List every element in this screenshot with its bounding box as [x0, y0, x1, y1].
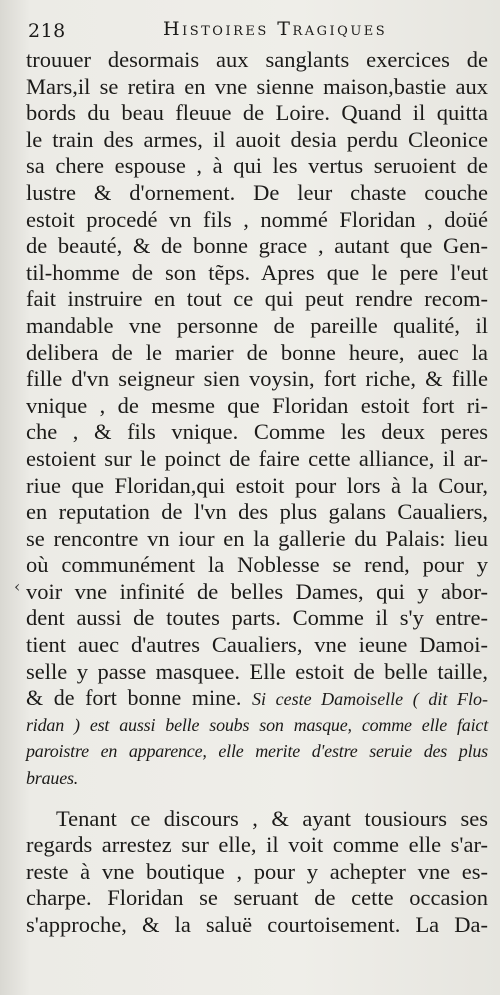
text-line: fille d'vn seigneur sien voysin, fort riche, & fille	[26, 366, 488, 392]
text-line: charpe. Floridan se seruant de cette occasion	[26, 885, 488, 911]
text-line: riue que Floridan,qui estoit pour lors à la Cour,	[26, 472, 488, 498]
text-line: Mars,il se retira en vne sienne maison,bastie aux	[26, 73, 488, 99]
running-title: Histoires Tragiques	[163, 18, 388, 40]
text-line: en reputation de l'vn des plus galans Caualiers,	[26, 499, 488, 525]
italic-quote-line: braues.	[26, 768, 79, 789]
text-line: estoient sur le poinct de faire cette alliance, il ar-	[26, 445, 488, 471]
text-line: fait instruire en tout ce qui peut rendre recom-	[26, 286, 488, 312]
text-line: selle y passe masquee. Elle estoit de belle taille,	[26, 658, 488, 684]
italic-quote-line: paroistre en apparence, elle merite d'estre seruie des plus	[26, 741, 488, 762]
body-text	[26, 47, 488, 939]
text-line: s'approche, & la saluë courtoisement. La Da-	[26, 912, 488, 937]
text-line: che , & fils vnique. Comme les deux peres	[26, 419, 488, 445]
text-line: reste à vne boutique , pour y achepter vne es-	[26, 858, 488, 884]
text-line: où communément la Noblesse se rend, pour y	[26, 552, 488, 578]
text-line: estoit procedé vn fils , nommé Floridan , doüé	[26, 206, 488, 232]
text-line: dent aussi de toutes parts. Comme il s'y entre-	[26, 605, 488, 631]
paragraph-1	[26, 47, 488, 792]
text-line: voir vne infinité de belles Dames, qui y abor-	[26, 578, 488, 604]
text-line: trouuer desormais aux sanglants exercices de	[26, 47, 488, 72]
text-line: tient auec d'autres Caualiers, vne ieune Damoi-	[26, 632, 488, 658]
italic-quote-start: Si ceste Damoiselle ( dit Flo-	[251, 689, 489, 710]
text-line: mandable vne personne de pareille qualité, il	[26, 312, 488, 338]
text-line: lustre & d'ornement. De leur chaste couche	[26, 179, 488, 205]
italic-quote-line: ridan ) est aussi belle soubs son masque, comme elle faict	[26, 714, 488, 735]
text-line: vnique , de mesme que Floridan estoit fort ri-	[26, 392, 488, 418]
paragraph-gap	[26, 792, 488, 806]
page-header	[28, 10, 488, 50]
text-line: le train des armes, il auoit desia perdu Cleonice	[26, 126, 488, 152]
paragraph-2	[26, 806, 488, 939]
margin-mark: ‹	[14, 577, 21, 596]
page-number: 218	[28, 20, 66, 42]
text-line: bords du beau fleuue de Loire. Quand il quitta	[26, 100, 488, 126]
text-line: sa chere espouse , à qui les vertus seruoient de	[26, 153, 488, 179]
text-line: til-homme de son tẽps. Apres que le pere l'eut	[26, 259, 488, 285]
text-line: se rencontre vn iour en la gallerie du Palais: lieu	[26, 525, 488, 551]
mixed-line	[26, 685, 488, 712]
text-line: regards arrestez sur elle, il voit comme elle s'ar-	[26, 832, 488, 858]
text-line: de beauté, & de bonne grace , autant que Gen-	[26, 233, 488, 259]
text-line: Tenant ce discours , & ayant tousiours ses	[56, 805, 488, 831]
text-line: delibera de le marier de bonne heure, auec la	[26, 339, 488, 365]
text-segment: & de fort bonne mine.	[26, 685, 242, 711]
